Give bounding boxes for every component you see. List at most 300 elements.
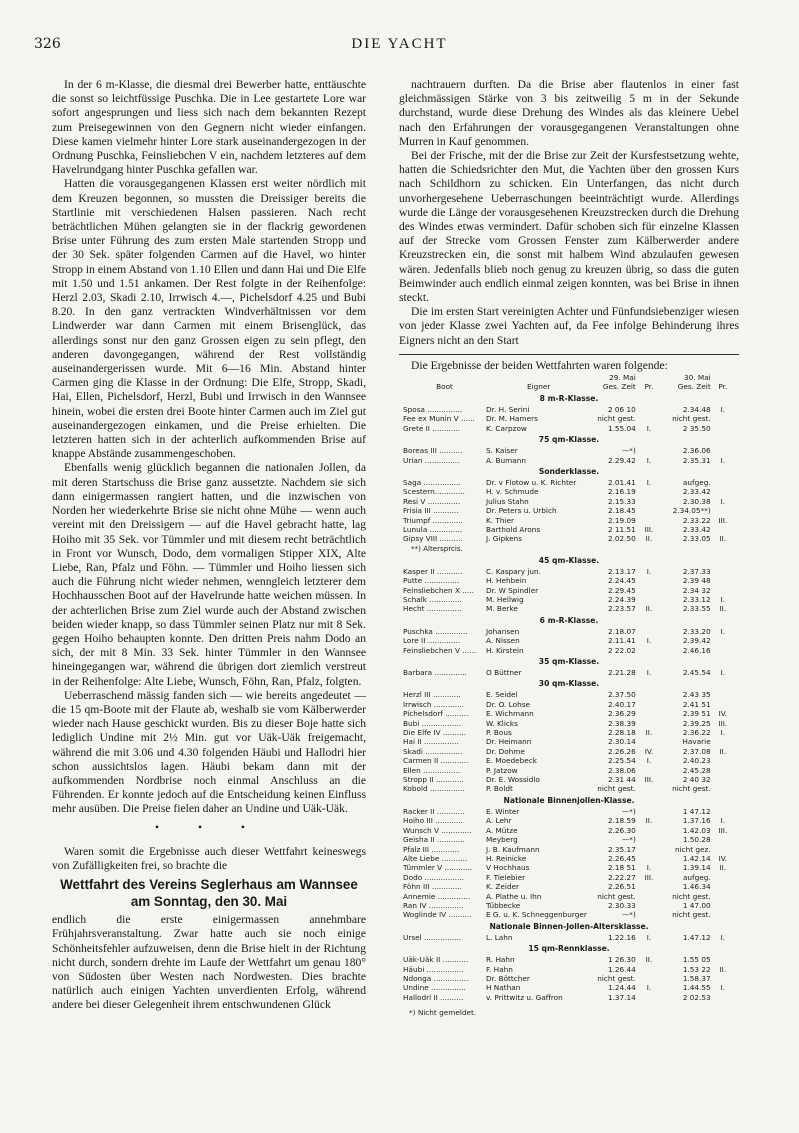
time-29-mai: 2.38.06 (607, 765, 636, 775)
time-29-mai: 1.37.14 (607, 992, 636, 1002)
owner-name: K. Zeider (486, 882, 520, 892)
time-29-mai: 2.37.50 (607, 690, 636, 700)
place-29-mai (636, 709, 662, 718)
class-heading-row (403, 920, 735, 933)
place-30-mai: I. (720, 626, 726, 636)
owner-name: H. v. Schmude (486, 487, 539, 497)
table-row (403, 854, 735, 863)
table-row (403, 845, 735, 854)
time-30-mai: 1.50.28 (682, 835, 711, 845)
place-29-mai: III. (644, 524, 654, 534)
table-row (403, 974, 735, 983)
owner-name: H. Hehbein (486, 576, 527, 586)
place-30-mai (711, 892, 735, 901)
owner-name: P. Jatzow (486, 765, 518, 775)
header-time-2: Ges. Zeit (677, 382, 711, 392)
time-29-mai: 2.15.33 (607, 496, 636, 506)
class-heading-row (403, 554, 735, 567)
place-30-mai (711, 446, 735, 455)
date-header: 30. Mai (683, 373, 711, 383)
place-29-mai (636, 516, 662, 525)
header-spacer (403, 373, 486, 382)
table-row (403, 892, 735, 901)
boat-name: Die Elfe IV .......... (403, 728, 467, 738)
time-30-mai: nicht gest. (672, 784, 711, 794)
owner-name: Dr. O. Lohse (486, 699, 530, 709)
time-29-mai: 2.28.18 (607, 728, 636, 738)
time-29-mai: 2.02.50 (607, 534, 636, 544)
time-30-mai: 1.58.37 (682, 973, 711, 983)
time-29-mai: 2.18.07 (607, 626, 636, 636)
boat-name: Tümmler V ............ (403, 863, 473, 873)
boat-name: Uäk-Uäk II ........... (403, 955, 469, 965)
boat-name: Puschka .............. (403, 626, 468, 636)
table-header-row (403, 382, 735, 391)
place-29-mai (636, 627, 662, 636)
time-29-mai: 1.22.16 (607, 932, 636, 942)
table-row (403, 835, 735, 844)
time-29-mai: 2 22.02 (607, 645, 636, 655)
table-row (403, 456, 735, 465)
place-29-mai: I. (646, 668, 652, 677)
place-30-mai (711, 993, 735, 1002)
boat-name: Schalk .............. (403, 594, 462, 604)
table-row (403, 446, 735, 455)
time-30-mai: 1 47.12 (682, 806, 711, 816)
time-29-mai: 2.35.17 (607, 844, 636, 854)
place-29-mai: I. (646, 983, 652, 993)
time-30-mai: 2.33.42 (682, 524, 711, 534)
place-29-mai (636, 974, 662, 983)
place-29-mai (636, 595, 662, 604)
time-30-mai: 1.55 05 (682, 955, 711, 965)
time-29-mai: 2.23.57 (607, 604, 636, 614)
table-row (403, 525, 735, 534)
place-29-mai (636, 719, 662, 728)
boat-name: Herzl III ............ (403, 690, 461, 700)
table-row (403, 816, 735, 825)
time-30-mai: 2.39 48 (682, 576, 711, 586)
body-paragraph: Ebenfalls wenig glücklich begannen die nationalen Jollen, da mit deren Startschuss die Brise ganz aussetzte. Nachdem sie sich dann einigermassen rangiert hatten, und die inzwischen von Norden her wiederkehrte Brise sie nicht ohne Mühe — wenn auch vereint mit den Dreissigern — auf die Havel gebracht hatte, lag Hoiho mit 35 Sek. vor Tümmler und mit diesem recht beträchtlich in Front vor Wunsch, Dodo, dem vormaligen Stipper XIX, Alte Liebe, Ran, Pfalz und Föhn. — Tümmler und Hoiho liessen sich auch die Führung nicht wieder nehmen, wenngleich letzterer dem Hochhausschen Boot auf der Havelrunde hatte weichen müssen. In der achterlichen Brise zum Ziel wurde auch der Abstand zwischen beiden wieder knapp, so dass Tümmler seinen Platz nur mit 8 Sek. gegen Hoiho behaupten konnte. Den dritten Preis nahm Dodo an sich, der mit 8 Min. 33 Sek. hinter Tümmler in den Wannsee hineingegangen war, während die übrigen dort ziemlich verstreut in der Reihenfolge: Alte Liebe, Wunsch, Föhn, Ran, Pfalz, folgten. (52, 461, 366, 688)
place-29-mai (636, 646, 662, 655)
place-29-mai: II. (645, 955, 653, 965)
owner-name: A. Bumann (486, 455, 526, 465)
table-row (403, 636, 735, 645)
results-intro: Die Ergebnisse der beiden Wettfahrten waren folgende: (411, 358, 668, 372)
class-note: **) Altersprcis. (411, 543, 463, 553)
time-30-mai: 2.33.12 (682, 594, 711, 604)
place-29-mai: I. (646, 477, 652, 487)
time-30-mai: 2.36.22 (682, 728, 711, 738)
time-30-mai: 2.37.08 (682, 746, 711, 756)
boat-name: Lore II .............. (403, 636, 461, 646)
place-30-mai: II. (719, 964, 727, 974)
boat-name: Triumpf ............. (403, 515, 463, 525)
boat-name: Putte ............... (403, 576, 460, 586)
header-spacer (486, 373, 591, 382)
time-30-mai: 2.39.25 (682, 718, 711, 728)
table-row (403, 901, 735, 910)
owner-name: E. Winter (486, 806, 520, 816)
boat-name: Sposa ............... (403, 404, 463, 414)
place-30-mai (711, 807, 735, 816)
place-30-mai (711, 478, 735, 487)
note-row (403, 544, 735, 554)
class-heading: Nationale Binnenjollen-Klasse. (503, 795, 635, 805)
place-30-mai (711, 775, 735, 784)
boat-name: Ellen ................ (403, 765, 461, 775)
table-row (403, 719, 735, 728)
time-30-mai: 2.40.23 (682, 756, 711, 766)
place-30-mai: I. (720, 496, 726, 506)
place-30-mai: I. (720, 816, 726, 826)
boat-name: Bubi ................. (403, 718, 462, 728)
time-29-mai: 2.25.54 (607, 756, 636, 766)
time-30-mai: 2.30.38 (682, 496, 711, 506)
time-30-mai: nicht gest. (672, 910, 711, 920)
place-29-mai (636, 487, 662, 496)
boat-name: Ndonga ............... (403, 973, 469, 983)
time-29-mai: —*) (622, 446, 636, 456)
place-29-mai (636, 414, 662, 423)
time-29-mai: 2.18 51 (607, 863, 636, 873)
boat-name: Woglinde IV .......... (403, 910, 472, 920)
owner-name: Johansen (486, 626, 520, 636)
place-29-mai: II. (645, 534, 653, 544)
time-29-mai: 2.18.45 (607, 506, 636, 516)
boat-name: Lunula .............. (403, 524, 463, 534)
place-30-mai (711, 835, 735, 844)
time-30-mai: 2 35.50 (682, 423, 711, 433)
class-heading-row (403, 655, 735, 668)
place-30-mai: II. (719, 534, 727, 544)
place-29-mai (636, 737, 662, 746)
class-heading: 75 qm-Klasse. (538, 435, 600, 445)
time-29-mai: 2.22.27 (607, 872, 636, 882)
owner-name: E. Wichmann (486, 709, 534, 719)
owner-name: Dr. Böttcher (486, 973, 530, 983)
boat-name: Irrwisch ............. (403, 699, 464, 709)
boat-name: Feinsliebchen V ...... (403, 645, 477, 655)
body-paragraph: Ueberraschend mässig fanden sich — wie bereits angedeutet — die 15 qm-Boote mit der Flaute ab, weshalb sie vom Kälberwerder wieder nach Hause geschickt wurden. Bis zu dieser Boje hatte sich lediglich Undine mit 2½ Min. gut vor Uäk-Uäk freigemacht, während die mit 3.06 und 4.30 folgenden Häubi und Hallodri hier schon aussichtslos lagen. Häubi bekam dann mit der aufkommenden Nordbrise noch einmal Anschluss an die Führenden. Er konnte jedoch auf die Entscheidung keinen Einfluss mehr ausüben. Die Preise fielen daher an Undine und Uäk-Uäk. (52, 688, 366, 816)
owner-name: R. Hahn (486, 955, 515, 965)
body-paragraph: Hatten die vorausgegangenen Klassen erst weiter nördlich mit dem Kreuzen begonnen, so mussten die Dreissiger bereits die Startlinie mit verschiedenen Halsen passieren. Nach recht beträchtlichen Mühen gelangten sie in der flackrig gewordenen Brise unter Führung des zum ersten Male startenden Stropp und der 30 Sek. später folgenden Carmen auf die Havel, wo hinter Stropp in einem Abstand von 1.10 Ellen und dann Hai und Die Elfe mit 1.50 und 1.51 ankamen. Der Rest folgte in der Reihenfolge: Herzl 2.03, Skadi 2.10, Irrwisch 4.—, Pichelsdorf 4.25 und Bubi 8.20. In den ganz vertrackten Windverhältnissen vor dem Lindwerder war dann Carmen mit einem Brisenglück, das allerdings sonst nur den ganz Grossen eigen zu sein pflegt, den anderen davongegangen, während der Rest vollständig auseinandergerissen wurde. Mit 6—16 Min. Abstand hinter Carmen ging die Klasse in der Ordnung: Die Elfe, Stropp, Skadi, Hai, Ellen, Pichelsdorf, Herzl, Bubi und Irrwisch in den Wannsee hinein, wobei die ersten drei Boote hinter Carmen auch im Ziel gut auseinandergezogen einkamen, und die Preise erhielten. Die letzteren hatten sich in der achterlich aufkommenden Brise auf knappe Abstände zusammengeschoben. (52, 177, 366, 461)
date-header: 29. Mai (609, 373, 636, 383)
time-30-mai: aufgeg. (682, 477, 711, 487)
time-29-mai: nicht gest. (597, 414, 636, 424)
time-30-mai: 1.53 22 (682, 964, 711, 974)
owner-name: Dr. v Flotow u. K. Richter (486, 477, 577, 487)
table-row (403, 882, 735, 891)
place-30-mai: III. (718, 825, 728, 835)
time-30-mai: nicht gest. (672, 414, 711, 424)
time-30-mai: 2.34.48 (682, 404, 711, 414)
place-30-mai (711, 766, 735, 775)
boat-name: Undine ............... (403, 983, 466, 993)
owner-name: J. Gipkens (486, 534, 522, 544)
place-30-mai: II. (719, 863, 727, 873)
place-30-mai (711, 901, 735, 910)
owner-name: S. Kaiser (486, 446, 518, 456)
table-row (403, 627, 735, 636)
place-30-mai (711, 586, 735, 595)
owner-name: Barthold Arons (486, 524, 541, 534)
owner-name: Dr. Dohme (486, 746, 525, 756)
time-29-mai: 2.01.41 (607, 477, 636, 487)
owner-name: H Nathan (486, 983, 521, 993)
table-row (403, 414, 735, 423)
owner-name: J. B. Kaufmann (486, 844, 540, 854)
time-30-mai: 2.36.06 (682, 446, 711, 456)
table-row (403, 775, 735, 784)
place-30-mai: II. (719, 746, 727, 756)
table-row (403, 424, 735, 433)
place-30-mai: I. (720, 668, 726, 677)
place-29-mai (636, 892, 662, 901)
time-30-mai: aufgeg. (682, 872, 711, 882)
place-30-mai (711, 700, 735, 709)
table-row (403, 933, 735, 942)
class-heading-row (403, 942, 735, 955)
boat-name: Hai II ............... (403, 737, 459, 747)
owner-name: Dr. W Spindler (486, 585, 539, 595)
time-29-mai: 2.31 44 (607, 775, 636, 785)
table-row (403, 646, 735, 655)
place-30-mai (711, 756, 735, 765)
table-row (403, 700, 735, 709)
place-30-mai: I. (720, 728, 726, 738)
place-29-mai: I. (646, 636, 652, 646)
place-29-mai: I. (646, 863, 652, 873)
place-30-mai: II. (719, 604, 727, 614)
place-30-mai (711, 414, 735, 423)
place-30-mai (711, 525, 735, 534)
place-30-mai (711, 506, 735, 515)
time-30-mai: 2.33.20 (682, 626, 711, 636)
boat-name: Hecht ............... (403, 604, 462, 614)
table-row (403, 405, 735, 414)
place-30-mai: III. (718, 718, 728, 728)
time-29-mai: 2.26.45 (607, 853, 636, 863)
boat-name: Annemie .............. (403, 891, 471, 901)
place-29-mai: I. (646, 932, 652, 942)
table-row (403, 965, 735, 974)
owner-name: K. Carpzow (486, 423, 527, 433)
time-29-mai: —*) (622, 835, 636, 845)
time-29-mai: 1.26.44 (607, 964, 636, 974)
class-heading-row (403, 465, 735, 478)
table-row (403, 516, 735, 525)
table-row (403, 604, 735, 613)
table-row (403, 863, 735, 872)
place-30-mai: III. (718, 515, 728, 525)
place-29-mai: I. (646, 756, 652, 766)
boat-name: Geisha II ............ (403, 835, 465, 845)
table-date-row (403, 373, 735, 382)
time-29-mai: nicht gest. (597, 784, 636, 794)
time-29-mai: 2.13.17 (607, 566, 636, 576)
right-column (399, 78, 739, 1020)
class-heading-row (403, 433, 735, 446)
place-29-mai (636, 576, 662, 585)
place-30-mai: IV. (718, 709, 728, 719)
boat-name: Hallodri II .......... (403, 992, 464, 1002)
boat-name: Ursel ................ (403, 932, 462, 942)
time-30-mai: 2.41 51 (682, 699, 711, 709)
page-number: 326 (34, 36, 61, 52)
table-row (403, 784, 735, 793)
place-30-mai: I. (720, 594, 726, 604)
table-row (403, 993, 735, 1002)
owner-name: O Büttner (486, 668, 522, 677)
owner-name: A. Mütze (486, 825, 518, 835)
owner-name: A. Nissen (486, 636, 520, 646)
class-heading: 45 qm-Klasse. (538, 555, 600, 565)
time-29-mai: 2.38.39 (607, 718, 636, 728)
owner-name: M. Berke (486, 604, 518, 614)
place-29-mai (636, 700, 662, 709)
class-heading-row (403, 614, 735, 627)
boat-name: Gipsy VIII .......... (403, 534, 463, 544)
table-row (403, 756, 735, 765)
owner-name: M. Hellwig (486, 594, 524, 604)
time-30-mai: 2 40 32 (682, 775, 711, 785)
boat-name: Saga ................ (403, 477, 461, 487)
place-29-mai: I. (646, 566, 652, 576)
place-29-mai: I. (646, 423, 652, 433)
time-30-mai: 1.37.16 (682, 816, 711, 826)
time-30-mai: 2.35.31 (682, 455, 711, 465)
time-30-mai: nicht gest. (672, 891, 711, 901)
left-column (52, 78, 366, 1013)
table-row (403, 709, 735, 718)
table-row (403, 576, 735, 585)
table-row (403, 807, 735, 816)
time-30-mai: 2.33.05 (682, 534, 711, 544)
owner-name: L. Lahn (486, 932, 513, 942)
time-29-mai: —*) (622, 910, 636, 920)
place-30-mai (711, 567, 735, 576)
place-30-mai: I. (720, 404, 726, 414)
time-29-mai: 2.26.30 (607, 825, 636, 835)
place-30-mai (711, 873, 735, 882)
time-29-mai: 2.36.29 (607, 709, 636, 719)
time-30-mai: nicht gez. (674, 844, 711, 854)
table-row (403, 955, 735, 964)
owner-name: V Hochhaus (486, 863, 530, 873)
boat-name: Urian ............... (403, 455, 460, 465)
boat-name: Hoiho III ............ (403, 816, 463, 826)
time-29-mai: 2.21.28 (607, 668, 636, 677)
place-29-mai (636, 965, 662, 974)
table-row (403, 487, 735, 496)
results-table (403, 373, 735, 1002)
boat-name: Stropp II ............ (403, 775, 464, 785)
class-heading-row (403, 392, 735, 405)
section-heading: Wettfahrt des Vereins Seglerhaus am Wannsee am Sonntag, den 30. Mai (60, 877, 358, 910)
table-row (403, 728, 735, 737)
owner-name: Dr. M. Hamers (486, 414, 538, 424)
boat-name: Alte Liebe ........... (403, 853, 468, 863)
divider-rule (399, 354, 739, 355)
place-30-mai (711, 737, 735, 746)
place-29-mai (636, 835, 662, 844)
owner-name: Tübbecke (486, 900, 521, 910)
class-heading: Sonderklasse. (538, 466, 600, 476)
place-29-mai (636, 690, 662, 699)
place-30-mai (711, 487, 735, 496)
owner-name: W. Klicks (486, 718, 518, 728)
table-row (403, 873, 735, 882)
time-29-mai: 2.40.17 (607, 699, 636, 709)
header-place-2: Pr. (718, 382, 728, 392)
table-row (403, 534, 735, 543)
time-29-mai: 2.29.45 (607, 585, 636, 595)
place-30-mai (711, 784, 735, 793)
time-30-mai: 2.34.05**) (672, 506, 711, 516)
owner-name: K. Thier (486, 515, 515, 525)
owner-name: E G. u. K. Schneggenburger (486, 910, 587, 920)
place-29-mai (636, 784, 662, 793)
table-row (403, 690, 735, 699)
place-29-mai (636, 766, 662, 775)
place-30-mai (711, 576, 735, 585)
owner-name: E. Moedebeck (486, 756, 537, 766)
place-30-mai: I. (720, 455, 726, 465)
time-29-mai: 2.24.39 (607, 594, 636, 604)
boat-name: Pfalz III ............ (403, 844, 460, 854)
class-heading: 8 m-R-Klasse. (539, 393, 599, 403)
owner-name: Julius Stahn (486, 496, 529, 506)
place-30-mai (711, 955, 735, 964)
boat-name: Frisia III ........... (403, 506, 459, 516)
table-row (403, 747, 735, 756)
table-row (403, 595, 735, 604)
time-30-mai: 1.42.03 (682, 825, 711, 835)
time-30-mai: 1 47.00 (682, 900, 711, 910)
owner-name: C. Kaspary jun. (486, 566, 542, 576)
boat-name: Dodo ................. (403, 872, 464, 882)
time-29-mai: 2.29.42 (607, 455, 636, 465)
time-29-mai: nicht gest. (597, 973, 636, 983)
boat-name: Wunsch V ............. (403, 825, 472, 835)
time-29-mai: 1.24.44 (607, 983, 636, 993)
place-29-mai: III. (644, 775, 654, 785)
body-paragraph: Waren somit die Ergebnisse auch dieser Wettfahrt keineswegs von Zufälligkeiten frei, so brachte die (52, 844, 366, 872)
boat-name: Carmen II ............ (403, 756, 469, 766)
table-row (403, 826, 735, 835)
running-header: DIE YACHT (351, 36, 448, 52)
place-30-mai (711, 690, 735, 699)
boat-name: Scestern............. (403, 487, 465, 497)
header-spacer (711, 373, 735, 382)
time-29-mai: 2.18.59 (607, 816, 636, 826)
owner-name: F. Tielebier (486, 872, 526, 882)
owner-name: Meyberg (486, 835, 518, 845)
boat-name: Häubi ................ (403, 964, 464, 974)
time-30-mai: 1.47.12 (682, 932, 711, 942)
class-heading: 35 qm-Klasse. (538, 657, 600, 666)
time-29-mai: 2.24.45 (607, 576, 636, 586)
owner-name: F. Hahn (486, 964, 513, 974)
owner-name: H. Reinicke (486, 853, 527, 863)
time-30-mai: 2.33.22 (682, 515, 711, 525)
place-29-mai (636, 901, 662, 910)
time-29-mai: 2.26.26 (607, 746, 636, 756)
time-30-mai: 2.43 35 (682, 690, 711, 700)
place-29-mai (636, 910, 662, 919)
place-29-mai: II. (645, 816, 653, 826)
